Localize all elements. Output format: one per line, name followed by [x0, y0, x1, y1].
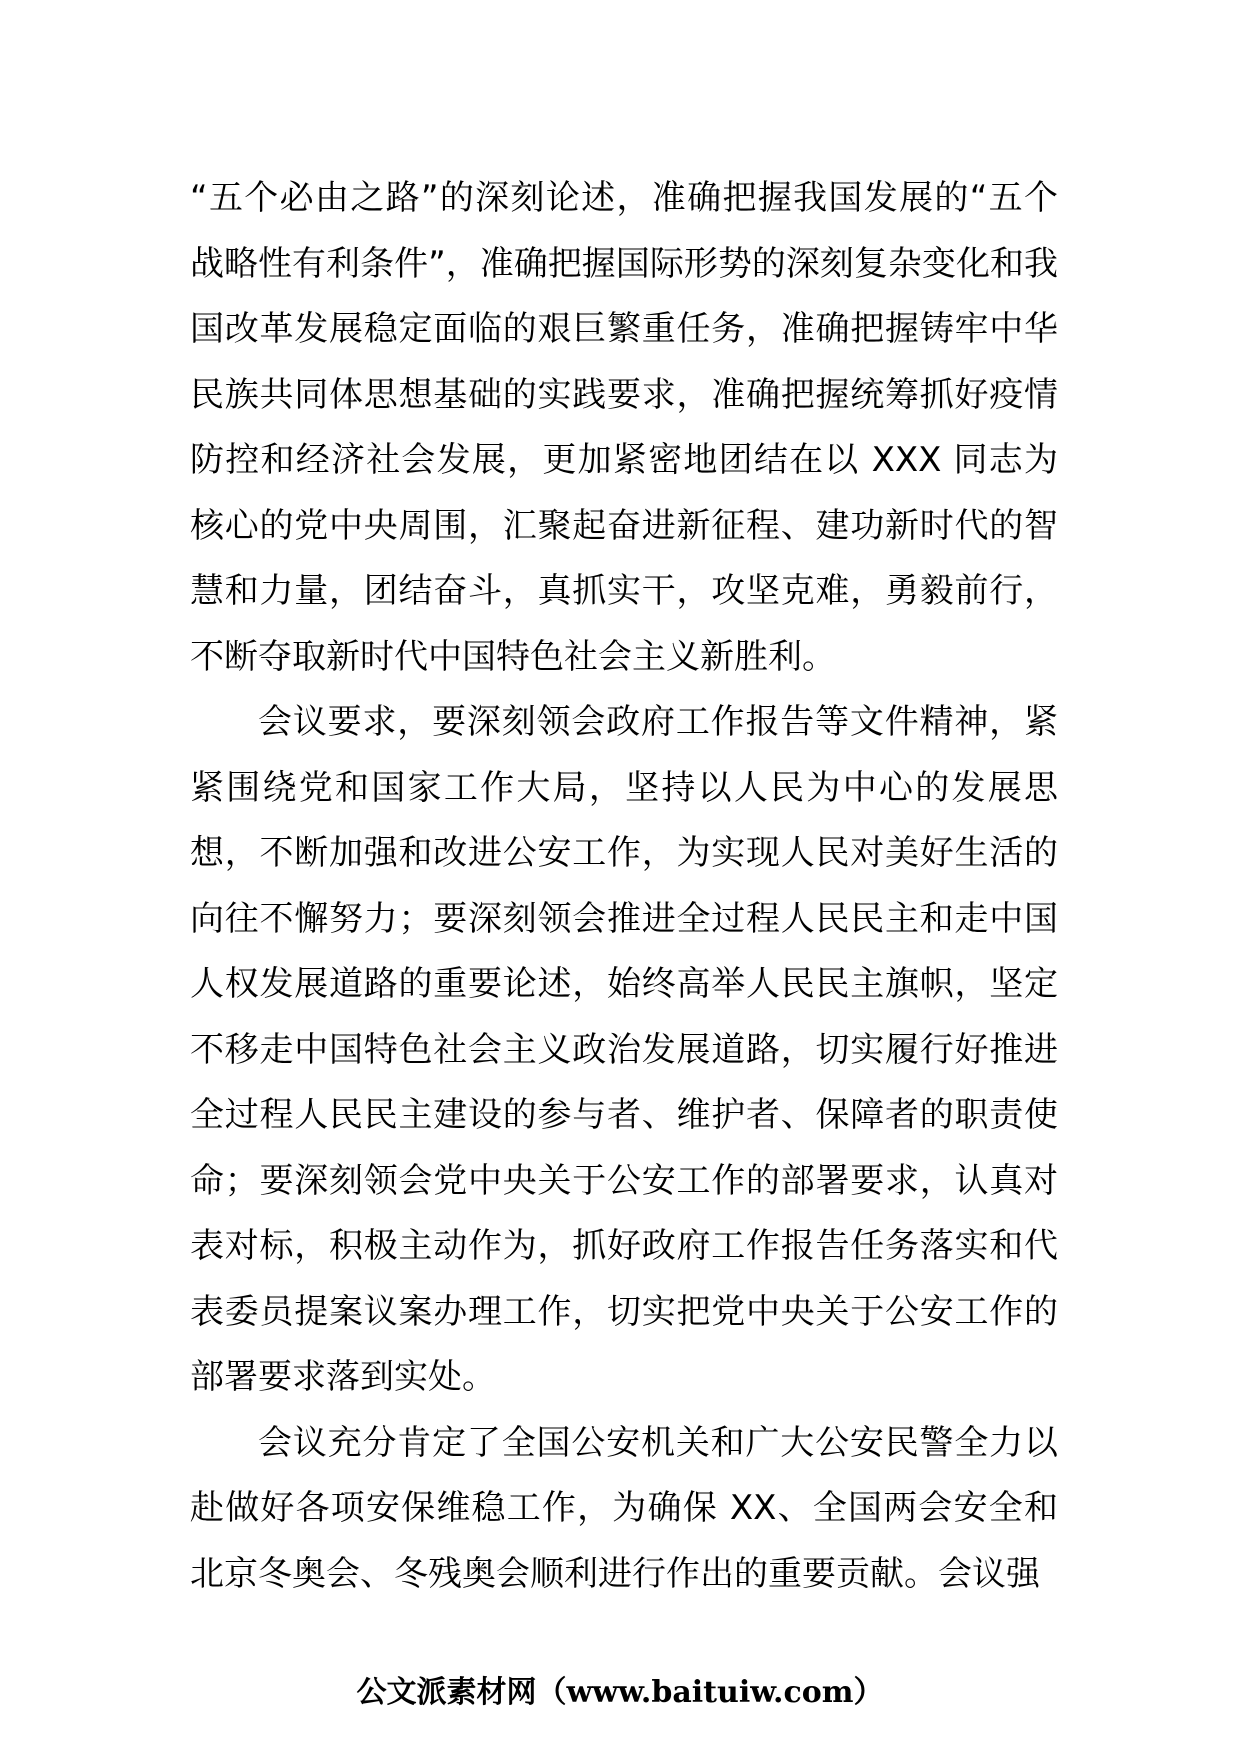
paragraph-3: 会议充分肯定了全国公安机关和广大公安民警全力以赴做好各项安保维稳工作，为确保 XX、全国两会安全和北京冬奥会、冬残奥会顺利进行作出的重要贡献。会议强	[190, 1422, 1058, 1594]
document-body	[190, 166, 1058, 1607]
paragraph-2: 会议要求，要深刻领会政府工作报告等文件精神，紧紧围绕党和国家工作大局，坚持以人民为中心的发展思想，不断加强和改进公安工作，为实现人民对美好生活的向往不懈努力；要深刻领会推进全过程人民民主和走中国人权发展道路的重要论述，始终高举人民民主旗帜，坚定不移走中国特色社会主义政治发展道路，切实履行好推进全过程人民民主建设的参与者、维护者、保障者的职责使命；要深刻领会党中央关于公安工作的部署要求，认真对表对标，积极主动作为，抓好政府工作报告任务落实和代表委员提案议案办理工作，切实把党中央关于公安工作的部署要求落到实处。	[190, 702, 1058, 1397]
paragraph-1: “五个必由之路”的深刻论述，准确把握我国发展的“五个战略性有利条件”，准确把握国际形势的深刻复杂变化和我国改革发展稳定面临的艰巨繁重任务，准确把握铸牢中华民族共同体思想基础的实践要求，准确把握统筹抓好疫情防控和经济社会发展，更加紧密地团结在以 XXX 同志为核心的党中央周围，汇聚起奋进新征程、建功新时代的智慧和力量，团结奋斗，真抓实干，攻坚克难，勇毅前行，不断夺取新时代中国特色社会主义新胜利。	[190, 178, 1058, 677]
footer-watermark-text: 公文派素材网（www.baituiw.com）	[356, 1675, 884, 1710]
